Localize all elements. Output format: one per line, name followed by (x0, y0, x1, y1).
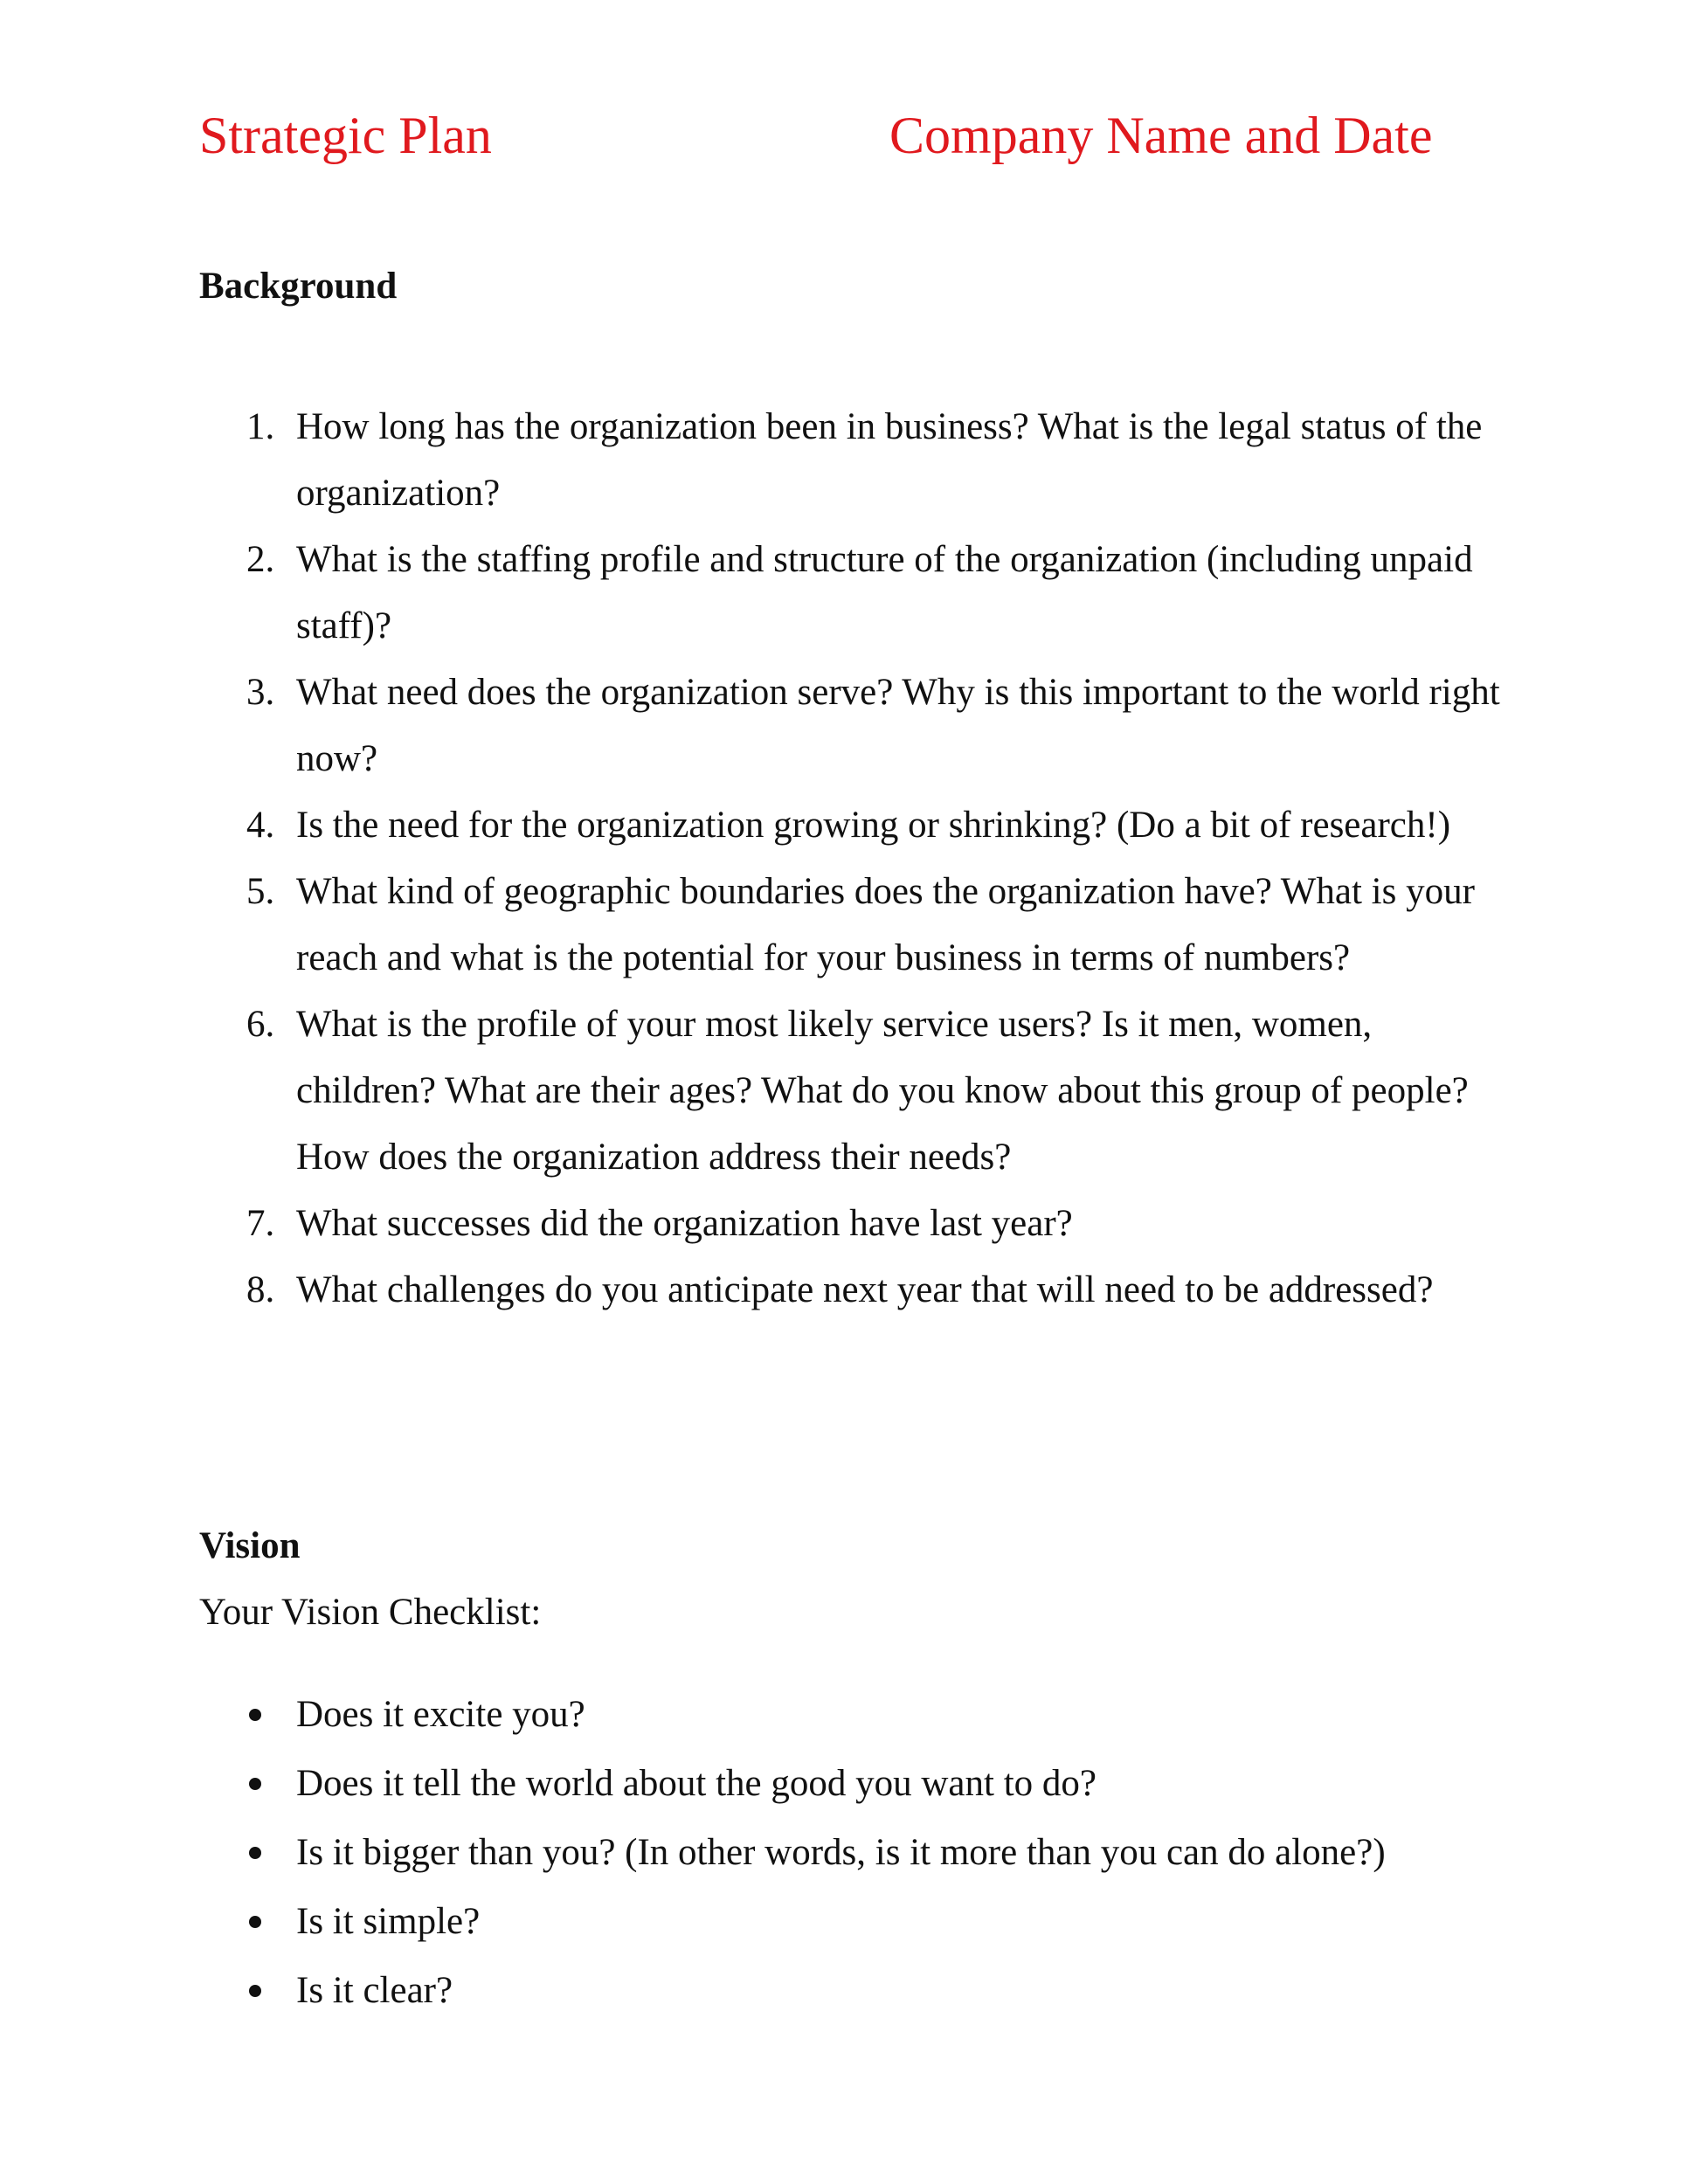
list-item (0, 1257, 1502, 1324)
background-question-list (0, 394, 1688, 1324)
list-item-text: Is the need for the organization growing or shrinking? (Do a bit of research!) (296, 805, 1451, 846)
list-number: 4. (246, 805, 275, 846)
list-item (0, 1818, 1688, 1887)
list-item (0, 859, 1502, 992)
list-item (0, 1887, 1688, 1956)
list-number: 8. (246, 1269, 275, 1310)
company-name-and-date: Company Name and Date (889, 107, 1433, 164)
list-item (0, 1191, 1502, 1257)
list-item-text: Does it tell the world about the good you want to do? (296, 1763, 1097, 1804)
document-title: Strategic Plan (199, 107, 492, 164)
list-item-text: How long has the organization been in business? What is the legal status of the organization? (296, 406, 1483, 514)
list-item (0, 992, 1502, 1191)
list-item (0, 660, 1502, 792)
bullet-icon (249, 1778, 261, 1790)
list-item (0, 1956, 1688, 2025)
list-item-text: Is it clear? (296, 1970, 453, 2011)
list-number: 3. (246, 672, 275, 713)
bullet-icon (249, 1985, 261, 1997)
list-item-text: Is it simple? (296, 1901, 481, 1942)
list-number: 7. (246, 1203, 275, 1244)
list-item (0, 394, 1502, 527)
list-item (0, 1749, 1688, 1818)
bullet-icon (249, 1709, 261, 1721)
list-item-text: What challenges do you anticipate next year that will need to be addressed? (296, 1269, 1434, 1310)
list-item (0, 527, 1502, 660)
list-number: 5. (246, 871, 275, 912)
list-number: 6. (246, 1004, 275, 1045)
list-item (0, 1680, 1688, 1749)
vision-checklist (0, 1680, 1688, 2025)
background-heading: Background (199, 266, 398, 307)
bullet-icon (249, 1847, 261, 1859)
list-item-text: Is it bigger than you? (In other words, is it more than you can do alone?) (296, 1832, 1386, 1873)
vision-checklist-intro: Your Vision Checklist: (199, 1592, 542, 1633)
list-item-text: What kind of geographic boundaries does the organization have? What is your reach and what is the potential for your business in terms of numbers? (296, 871, 1475, 978)
vision-heading: Vision (199, 1525, 301, 1566)
list-number: 1. (246, 406, 275, 447)
list-number: 2. (246, 539, 275, 580)
list-item-text: What need does the organization serve? Why is this important to the world right now? (296, 672, 1500, 779)
bullet-icon (249, 1916, 261, 1928)
list-item-text: What successes did the organization have last year? (296, 1203, 1073, 1244)
list-item (0, 792, 1502, 859)
list-item-text: What is the staffing profile and structure of the organization (including unpaid staff)? (296, 539, 1473, 646)
list-item-text: Does it excite you? (296, 1694, 585, 1735)
list-item-text: What is the profile of your most likely service users? Is it men, women, children? What are their ages? What do you know about this group of people? How does the organization address their needs? (296, 1004, 1469, 1178)
document-header (199, 96, 1457, 175)
